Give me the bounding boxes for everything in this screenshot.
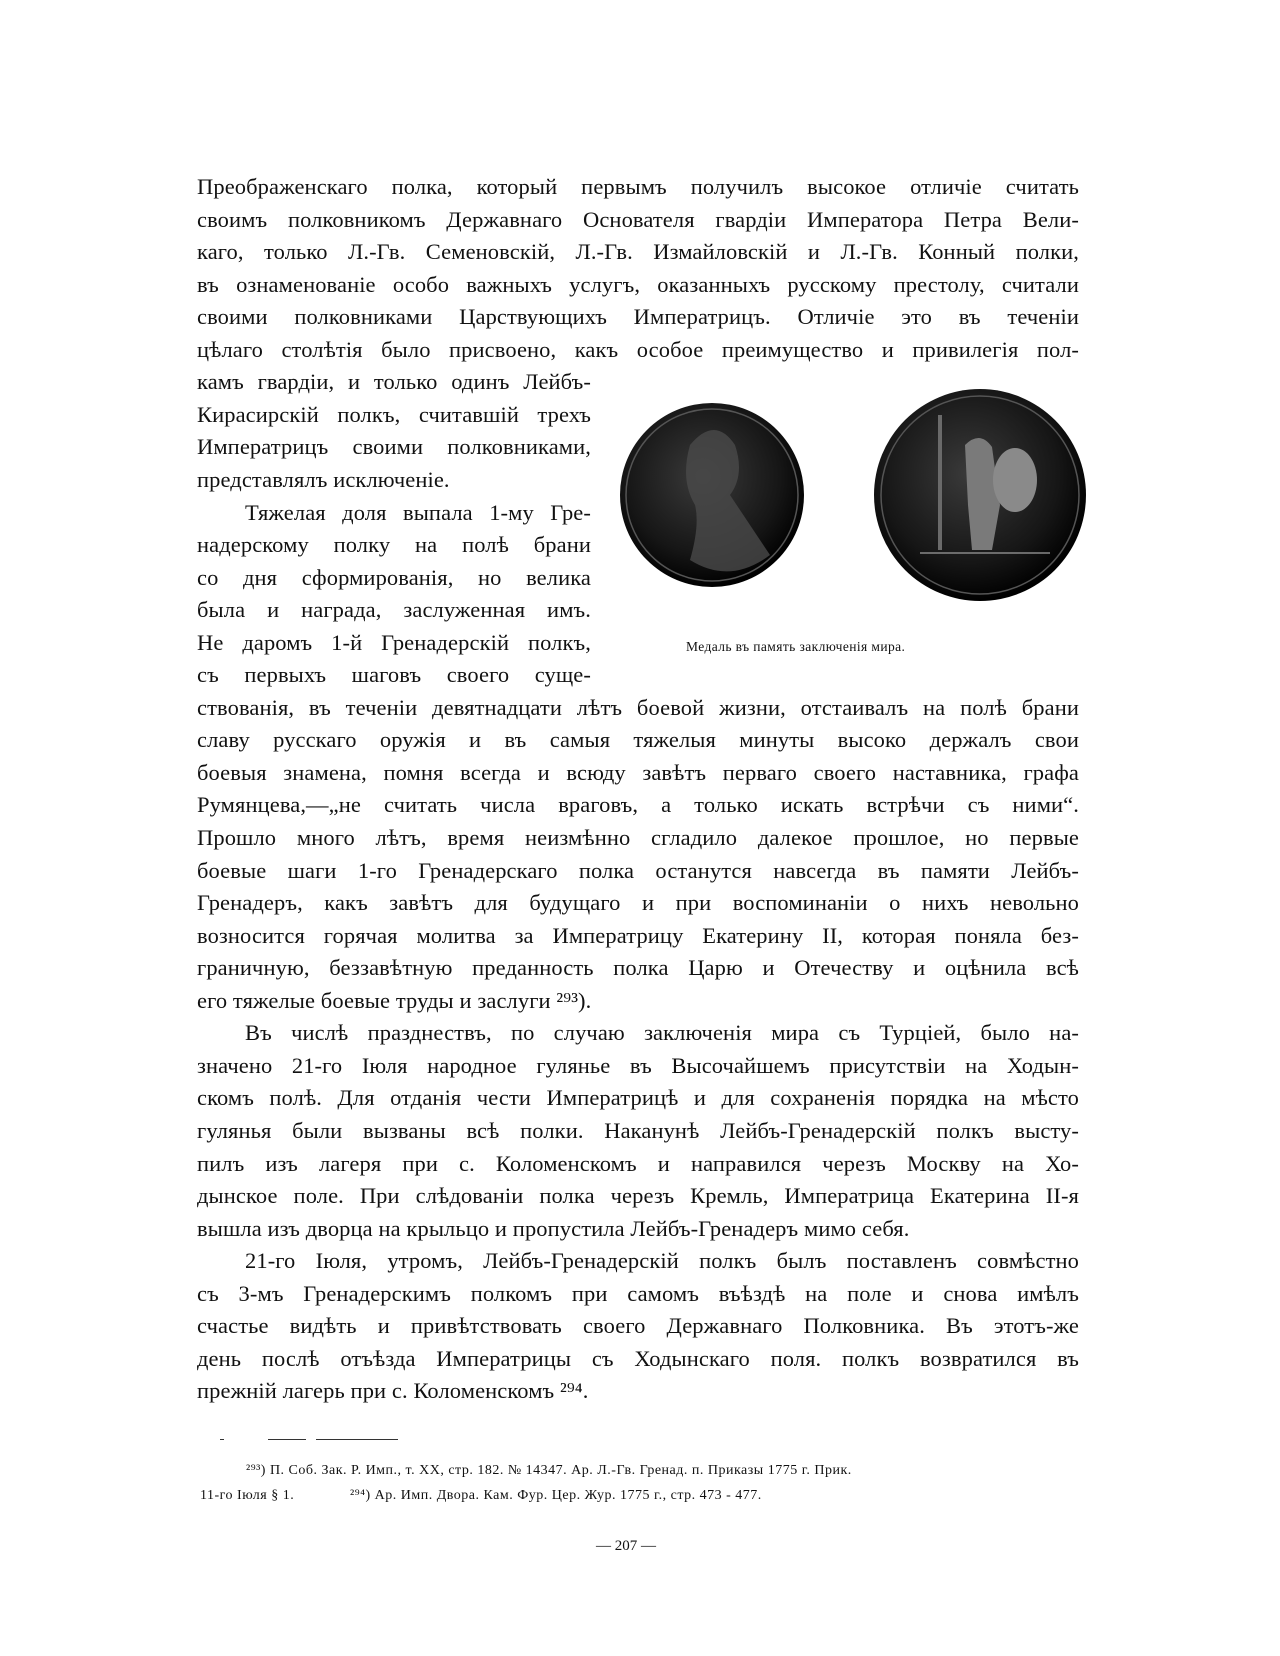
text-line: 21-го Іюля, утромъ, Лейбъ-Гренадерскій полкъ былъ поставленъ совмѣстно bbox=[245, 1248, 1079, 1274]
text-line: Преображенскаго полка, который первымъ получилъ высокое отличіе считать bbox=[197, 174, 1079, 199]
text-line: Прошло много лѣтъ, время неизмѣнно сгладило далекое прошлое, но первые bbox=[197, 825, 1079, 850]
text-line: съ 3-мъ Гренадерскимъ полкомъ при самомъ въѣздѣ на поле и снова имѣлъ bbox=[197, 1280, 1079, 1306]
text-line: Тяжелая доля выпала 1-му Гре- bbox=[245, 499, 591, 525]
text-line: счастье видѣть и привѣтствовать своего Державнаго Полковника. Въ этотъ-же bbox=[197, 1313, 1079, 1339]
text-line: ствованія, въ теченіи девятнадцати лѣтъ боевой жизни, отстаивалъ на полѣ брани bbox=[197, 694, 1079, 720]
footnote: 11-го Іюля § 1. bbox=[200, 1488, 295, 1503]
text-line: своимъ полковникомъ Державнаго Основателя гвардіи Императора Петра Вели- bbox=[197, 206, 1079, 232]
text-line: Въ числѣ празднествъ, по случаю заключенія мира съ Турціей, было на- bbox=[245, 1020, 1079, 1046]
text-line: со дня сформированія, но велика bbox=[197, 564, 591, 590]
text-line: гулянья были вызваны всѣ полки. Наканунѣ Лейбъ-Гренадерскій полкъ высту- bbox=[197, 1117, 1079, 1143]
text-line: камъ гвардіи, и только одинъ Лейбъ- bbox=[197, 369, 591, 395]
page-number: — 207 — bbox=[596, 1538, 656, 1554]
footnote-rule bbox=[316, 1439, 398, 1440]
footnote: ²⁹³) П. Соб. Зак. Р. Имп., т. XX, стр. 182. № 14347. Ар. Л.-Гв. Гренад. п. Приказы 1775 г. Прик. bbox=[246, 1463, 852, 1478]
footnote-rule bbox=[268, 1439, 306, 1440]
text-line: цѣлаго столѣтія было присвоено, какъ особое преимущество и привилегія пол- bbox=[197, 336, 1079, 362]
text-line: съ первыхъ шаговъ своего суще- bbox=[197, 662, 591, 688]
text-line: пилъ изъ лагеря при с. Коломенскомъ и направился черезъ Москву на Хо- bbox=[197, 1150, 1079, 1176]
text-line: славу русскаго оружія и въ самыя тяжелыя минуты высоко держалъ свои bbox=[197, 727, 1079, 753]
text-line: день послѣ отъѣзда Императрицы съ Ходынскаго поля. полкъ возвратился въ bbox=[197, 1345, 1079, 1371]
text-line: своими полковниками Царствующихъ Императрицъ. Отличіе это въ теченіи bbox=[197, 304, 1079, 330]
text-line: Кирасирскій полкъ, считавшій трехъ bbox=[197, 401, 591, 427]
text-line: Гренадеръ, какъ завѣтъ для будущаго и при воспоминаніи о нихъ невольно bbox=[197, 890, 1079, 916]
text-line: каго, только Л.-Гв. Семеновскій, Л.-Гв. Измайловскій и Л.-Гв. Конный полки, bbox=[197, 239, 1079, 265]
text-line: прежній лагерь при с. Коломенскомъ ²⁹⁴. bbox=[197, 1378, 589, 1404]
text-line: была и награда, заслуженная имъ. bbox=[197, 597, 591, 623]
text-line: граничную, беззавѣтную преданность полка Царю и Отечеству и оцѣнила всѣ bbox=[197, 955, 1079, 981]
text-line: возносится горячая молитва за Императрицу Екатерину II, которая поняла без- bbox=[197, 922, 1079, 948]
figure-caption: Медаль въ память заключенія мира. bbox=[686, 639, 906, 654]
text-line: въ ознаменованіе особо важныхъ услугъ, оказанныхъ русскому престолу, считали bbox=[197, 271, 1079, 297]
medal-obverse bbox=[620, 403, 804, 587]
text-line: боевые шаги 1-го Гренадерскаго полка останутся навсегда въ памяти Лейбъ- bbox=[197, 857, 1079, 883]
text-line: боевыя знамена, помня всегда и всюду завѣтъ перваго своего наставника, графа bbox=[197, 759, 1079, 785]
text-line: надерскому полку на полѣ брани bbox=[197, 532, 591, 558]
text-line: скомъ полѣ. Для отданія чести Императрицѣ и для сохраненія порядка на мѣсто bbox=[197, 1085, 1079, 1111]
footnote: ²⁹⁴) Ар. Имп. Двора. Кам. Фур. Цер. Жур. 1775 г., стр. 473 - 477. bbox=[350, 1488, 762, 1503]
text-line: дынское поле. При слѣдованіи полка черезъ Кремль, Императрица Екатерина II-я bbox=[197, 1183, 1079, 1209]
text-line: Императрицъ своими полковниками, bbox=[197, 434, 591, 460]
text-line: его тяжелые боевые труды и заслуги ²⁹³). bbox=[197, 987, 592, 1013]
text-line: Румянцева,—„не считать числа враговъ, а только искать встрѣчи съ ними“. bbox=[197, 792, 1079, 818]
text-line: представлялъ исключеніе. bbox=[197, 466, 450, 492]
footnote-rule bbox=[220, 1439, 224, 1440]
medal-illustration bbox=[620, 385, 1090, 625]
text-line: Не даромъ 1-й Гренадерскій полкъ, bbox=[197, 629, 591, 655]
medal-reverse bbox=[874, 389, 1086, 601]
text-line: значено 21-го Іюля народное гулянье въ Высочайшемъ присутствіи на Ходын- bbox=[197, 1052, 1079, 1078]
text-line: вышла изъ дворца на крыльцо и пропустила Лейбъ-Гренадеръ мимо себя. bbox=[197, 1215, 910, 1241]
